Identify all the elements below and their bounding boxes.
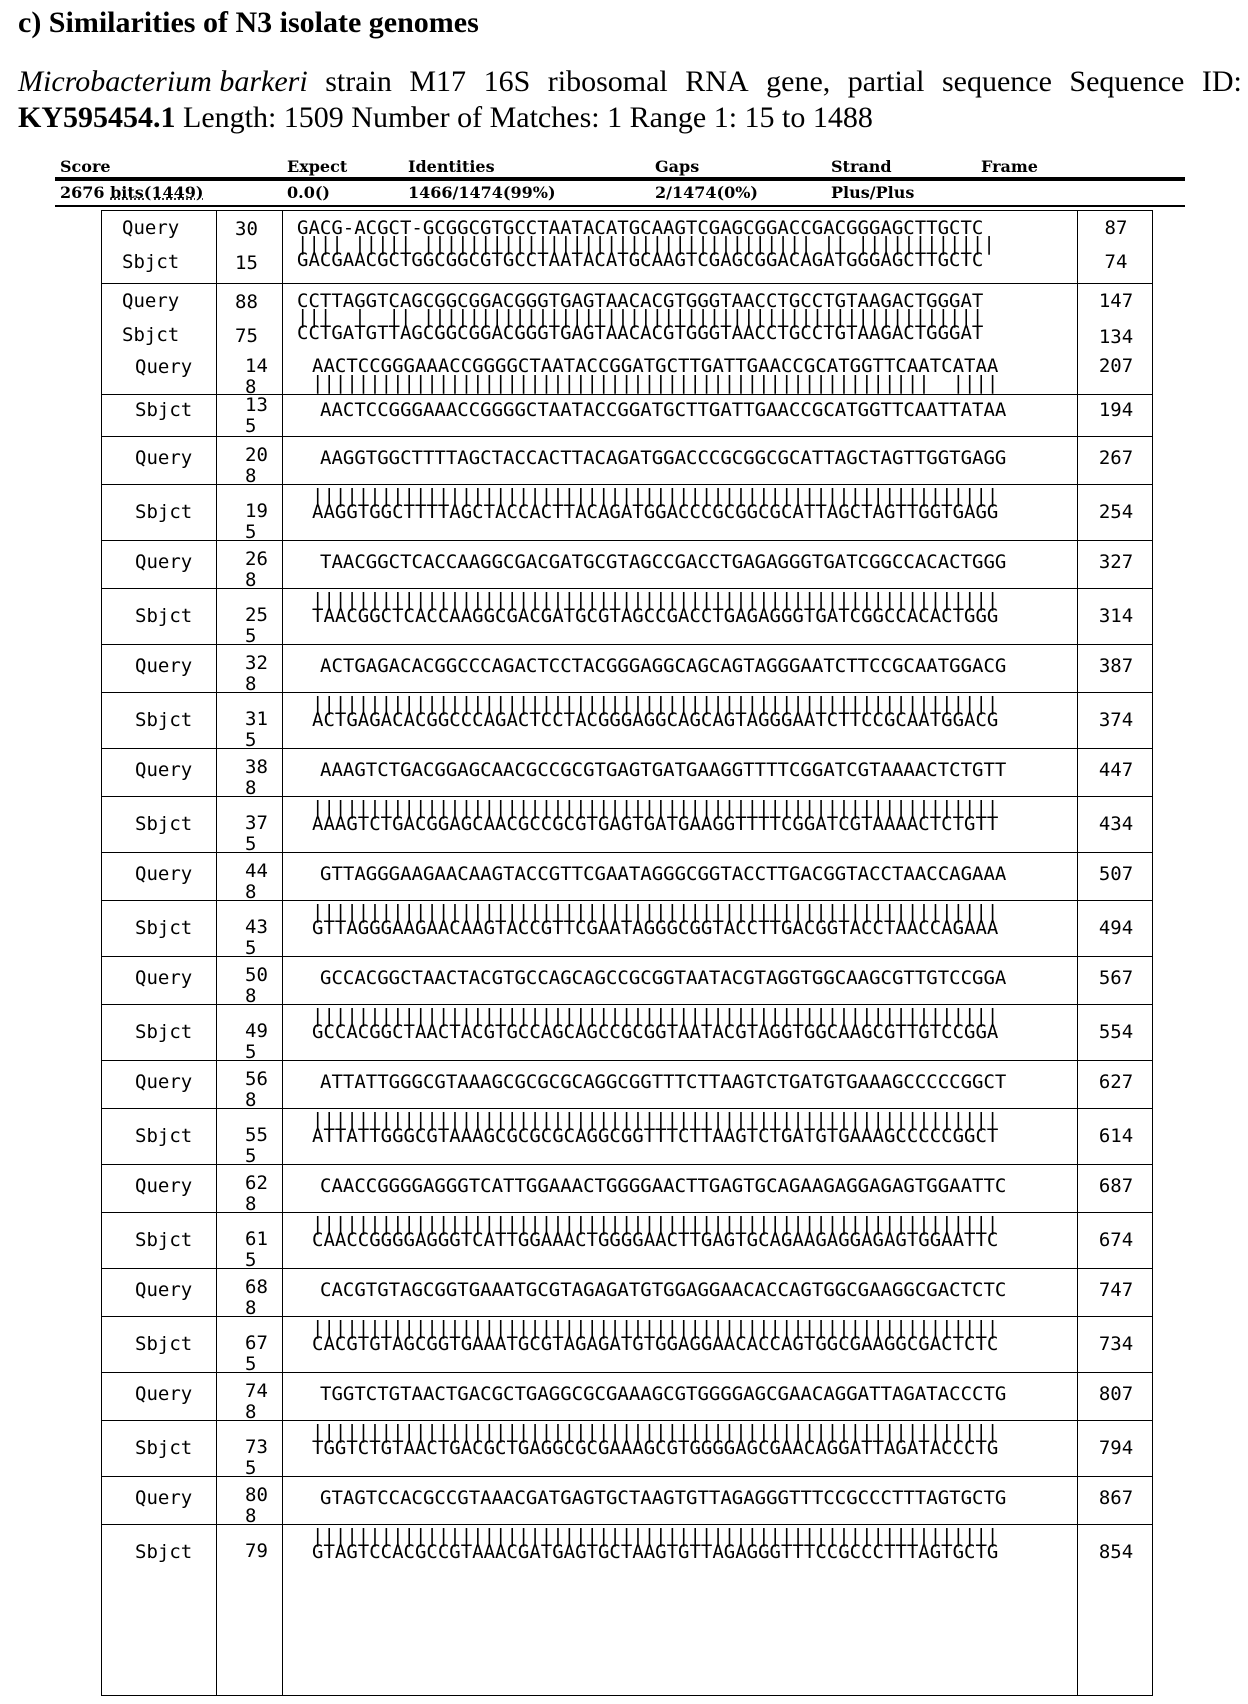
sbjct-end: 734 xyxy=(1098,1333,1134,1355)
query-start: 44 8 xyxy=(245,860,268,903)
query-end: 387 xyxy=(1098,655,1134,677)
query-row xyxy=(102,957,1152,1005)
sbjct-row xyxy=(102,1421,1152,1477)
sbjct-label: Sbjct xyxy=(135,1333,193,1355)
query-end: 327 xyxy=(1098,551,1134,573)
sbjct-row xyxy=(102,589,1152,645)
sbjct-start: 13 5 xyxy=(245,394,268,437)
desc-word: Sequence xyxy=(1069,65,1185,98)
query-end: 807 xyxy=(1098,1383,1134,1405)
query-row xyxy=(102,645,1152,693)
query-label: Query xyxy=(135,1175,193,1197)
sbjct-end: 134 xyxy=(1098,326,1134,348)
bits-value: bits(1449) xyxy=(110,183,204,202)
score-header: Score xyxy=(60,157,111,176)
query-sequence: CAACCGGGGAGGGTCATTGGAAACTGGGGAACTTGAGTGCAGAAGAGGAGAGTGGAATTC xyxy=(320,1175,1007,1197)
sbjct-row xyxy=(102,1109,1152,1165)
desc-word: gene, xyxy=(766,65,831,98)
query-row xyxy=(102,1269,1152,1317)
desc-word: strain xyxy=(325,65,392,98)
query-start: 14 8 xyxy=(245,355,268,398)
sbjct-label: Sbjct xyxy=(135,1229,193,1251)
query-row xyxy=(102,749,1152,797)
sbjct-end: 674 xyxy=(1098,1229,1134,1251)
match-line: ||| | || ||||||||||||||||||||||||||||||||||||||||||||||||| xyxy=(297,306,984,328)
sbjct-start: 31 5 xyxy=(245,708,268,751)
sbjct-label: Sbjct xyxy=(135,501,193,523)
sbjct-start: 37 5 xyxy=(245,812,268,855)
query-row xyxy=(102,1165,1152,1213)
query-label: Query xyxy=(135,967,193,989)
query-end: 507 xyxy=(1098,863,1134,885)
query-row xyxy=(102,853,1152,901)
query-start: 56 8 xyxy=(245,1068,268,1111)
sbjct-sequence: AACTCCGGGAAACCGGGGCTAATACCGGATGCTTGATTGAACCGCATGGTTCAATTATAA xyxy=(320,399,1007,421)
desc-word: RNA xyxy=(685,65,749,98)
desc-word: ID: xyxy=(1201,65,1242,98)
accession-number: KY595454.1 xyxy=(18,101,176,134)
query-label: Query xyxy=(135,1071,193,1093)
sbjct-row xyxy=(102,1005,1152,1061)
match-line: |||||||||||||||||||||||||||||||||||||||||||||||||||||||||||| xyxy=(312,1525,999,1547)
query-end: 87 xyxy=(1104,217,1128,239)
match-description xyxy=(18,64,1242,136)
query-start: 68 8 xyxy=(245,1276,268,1319)
sbjct-start: 55 5 xyxy=(245,1124,268,1167)
expect-value: 0.0() xyxy=(287,183,330,202)
match-line: |||||||||||||||||||||||||||||||||||||||||||||||||||||||||||| xyxy=(312,1109,999,1131)
match-line: |||||||||||||||||||||||||||||||||||||||||||||||||||||||||||| xyxy=(312,797,999,819)
strand-header: Strand xyxy=(831,157,892,176)
sbjct-start: 79 xyxy=(245,1540,268,1562)
sbjct-sequence: GTAGTCCACGCCGTAAACGATGAGTGCTAAGTGTTAGAGGGTTTCCGCCCTTTAGTGCTG xyxy=(312,1541,999,1563)
sbjct-label: Sbjct xyxy=(135,917,193,939)
frame-header: Frame xyxy=(981,157,1038,176)
query-start: 30 xyxy=(235,218,258,240)
query-sequence: ACTGAGACACGGCCCAGACTCCTACGGGAGGCAGCAGTAGGGAATCTTCCGCAATGGACG xyxy=(320,655,1007,677)
sbjct-row xyxy=(102,1525,1152,1581)
expect-header: Expect xyxy=(287,157,348,176)
sbjct-sequence: ATTATTGGGCGTAAAGCGCGCGCAGGCGGTTTCTTAAGTCTGATGTGAAAGCCCCCGGCT xyxy=(312,1125,999,1147)
query-label: Query xyxy=(135,759,193,781)
sbjct-end: 794 xyxy=(1098,1437,1134,1459)
query-start: 74 8 xyxy=(245,1380,268,1423)
sbjct-start: 25 5 xyxy=(245,604,268,647)
sbjct-start: 15 xyxy=(235,252,258,274)
query-sequence: GACG-ACGCT-GCGGCGTGCCTAATACATGCAAGTCGAGCGGACCGACGGGAGCTTGCTC xyxy=(297,217,984,239)
query-sequence: ATTATTGGGCGTAAAGCGCGCGCAGGCGGTTTCTTAAGTCTGATGTGAAAGCCCCCGGCT xyxy=(320,1071,1007,1093)
query-sequence: GCCACGGCTAACTACGTGCCAGCAGCCGCGGTAATACGTAGGTGGCAAGCGTTGTCCGGA xyxy=(320,967,1007,989)
strand-value: Plus/Plus xyxy=(831,183,915,202)
query-end: 747 xyxy=(1098,1279,1134,1301)
query-sequence: AAAGTCTGACGGAGCAACGCCGCGTGAGTGATGAAGGTTTTCGGATCGTAAAACTCTGTT xyxy=(320,759,1007,781)
sbjct-start: 43 5 xyxy=(245,916,268,959)
query-label: Query xyxy=(135,863,193,885)
sbjct-sequence: CCTGATGTTAGCGGCGGACGGGTGAGTAACACGTGGGTAACCTGCCTGTAAGACTGGGAT xyxy=(297,322,984,344)
header-rule xyxy=(55,177,1185,181)
sbjct-label: Sbjct xyxy=(135,1541,193,1563)
sbjct-label: Sbjct xyxy=(135,1437,193,1459)
sbjct-label: Sbjct xyxy=(135,605,193,627)
query-end: 267 xyxy=(1098,447,1134,469)
sbjct-sequence: GACGAACGCTGGCGGCGTGCCTAATACATGCAAGTCGAGCGGACAGATGGGAGCTTGCTC xyxy=(297,249,984,271)
sbjct-label: Sbjct xyxy=(135,709,193,731)
page-heading: c) Similarities of N3 isolate genomes xyxy=(18,6,479,39)
sbjct-row xyxy=(102,693,1152,749)
sbjct-row xyxy=(102,395,1152,437)
sbjct-row xyxy=(102,1213,1152,1269)
sbjct-start: 61 5 xyxy=(245,1228,268,1271)
query-row xyxy=(102,1373,1152,1421)
query-start: 80 8 xyxy=(245,1484,268,1527)
query-label: Query xyxy=(135,1487,193,1509)
query-end: 627 xyxy=(1098,1071,1134,1093)
query-row xyxy=(102,1477,1152,1525)
desc-word: sequence xyxy=(941,65,1052,98)
query-sequence: TAACGGCTCACCAAGGCGACGATGCGTAGCCGACCTGAGAGGGTGATCGGCCACACTGGG xyxy=(320,551,1007,573)
sbjct-end: 374 xyxy=(1098,709,1134,731)
query-start: 38 8 xyxy=(245,756,268,799)
query-sequence: CACGTGTAGCGGTGAAATGCGTAGAGATGTGGAGGAACACCAGTGGCGAAGGCGACTCTC xyxy=(320,1279,1007,1301)
query-sequence: CCTTAGGTCAGCGGCGGACGGGTGAGTAACACGTGGGTAACCTGCCTGTAAGACTGGGAT xyxy=(297,290,984,312)
sbjct-end: 494 xyxy=(1098,917,1134,939)
query-start: 88 xyxy=(235,291,258,313)
sbjct-sequence: ACTGAGACACGGCCCAGACTCCTACGGGAGGCAGCAGTAGGGAATCTTCCGCAATGGACG xyxy=(312,709,999,731)
gaps-header: Gaps xyxy=(655,157,700,176)
desc-word: 16S xyxy=(483,65,531,98)
match-stats: Length: 1509 Number of Matches: 1 Range 1: 15 to 1488 xyxy=(183,101,873,134)
match-line: |||||||||||||||||||||||||||||||||||||||||||||||||||||||||||| xyxy=(312,1317,999,1339)
sbjct-end: 854 xyxy=(1098,1541,1134,1563)
sbjct-end: 614 xyxy=(1098,1125,1134,1147)
sbjct-end: 254 xyxy=(1098,501,1134,523)
sbjct-start: 73 5 xyxy=(245,1436,268,1479)
sbjct-end: 434 xyxy=(1098,813,1134,835)
query-row xyxy=(102,541,1152,589)
sbjct-row xyxy=(102,901,1152,957)
query-end: 687 xyxy=(1098,1175,1134,1197)
score-summary-table xyxy=(55,157,1185,209)
sbjct-label: Sbjct xyxy=(135,813,193,835)
sbjct-end: 554 xyxy=(1098,1021,1134,1043)
query-end: 147 xyxy=(1098,290,1134,312)
query-sequence: GTTAGGGAAGAACAAGTACCGTTCGAATAGGGCGGTACCTTGACGGTACCTAACCAGAAA xyxy=(320,863,1007,885)
query-label: Query xyxy=(135,551,193,573)
match-line: |||||||||||||||||||||||||||||||||||||||||||||||||||||||||||| xyxy=(312,1421,999,1443)
desc-word: ribosomal xyxy=(547,65,668,98)
query-start: 26 8 xyxy=(245,548,268,591)
match-line: |||||||||||||||||||||||||||||||||||||||||||||||||||||||||||| xyxy=(312,589,999,611)
sbjct-label: Sbjct xyxy=(135,1021,193,1043)
description-line-2 xyxy=(18,100,1242,136)
query-end: 447 xyxy=(1098,759,1134,781)
query-label: Query xyxy=(135,655,193,677)
sbjct-sequence: AAGGTGGCTTTTAGCTACCACTTACAGATGGACCCGCGGCGCATTAGCTAGTTGGTGAGG xyxy=(312,501,999,523)
query-sequence: TGGTCTGTAACTGACGCTGAGGCGCGAAAGCGTGGGGAGCGAACAGGATTAGATACCCTG xyxy=(320,1383,1007,1405)
identities-header: Identities xyxy=(408,157,495,176)
sbjct-sequence: AAAGTCTGACGGAGCAACGCCGCGTGAGTGATGAAGGTTTTCGGATCGTAAAACTCTGTT xyxy=(312,813,999,835)
sbjct-label: Sbjct xyxy=(135,1125,193,1147)
alignment-block xyxy=(102,211,1152,284)
sbjct-start: 67 5 xyxy=(245,1332,268,1375)
alignment-block xyxy=(102,284,1152,352)
query-label: Query xyxy=(135,447,193,469)
match-line: |||||||||||||||||||||||||||||||||||||||||||||||||||||||||||| xyxy=(312,1213,999,1235)
desc-word: M17 xyxy=(409,65,467,98)
query-label: Query xyxy=(135,1279,193,1301)
query-label: Query xyxy=(135,356,193,378)
sbjct-label: Sbjct xyxy=(122,251,180,273)
sbjct-end: 74 xyxy=(1104,251,1128,273)
sbjct-label: Sbjct xyxy=(122,324,180,346)
query-row xyxy=(102,352,1152,398)
match-line: |||| ||||| |||||||||||||||||||||||||||||||||| || |||||||||||| xyxy=(297,233,995,255)
sbjct-start: 75 xyxy=(235,325,258,347)
sbjct-sequence: CAACCGGGGAGGGTCATTGGAAACTGGGGAACTTGAGTGCAGAAGAGGAGAGTGGAATTC xyxy=(312,1229,999,1251)
match-line: |||||||||||||||||||||||||||||||||||||||||||||||||||||| |||| xyxy=(312,372,999,394)
match-line: |||||||||||||||||||||||||||||||||||||||||||||||||||||||||||| xyxy=(312,485,999,507)
query-start: 62 8 xyxy=(245,1172,268,1215)
query-start: 20 8 xyxy=(245,444,268,487)
query-label: Query xyxy=(122,290,180,312)
query-row xyxy=(102,1061,1152,1109)
sbjct-row xyxy=(102,485,1152,541)
sbjct-sequence: TAACGGCTCACCAAGGCGACGATGCGTAGCCGACCTGAGAGGGTGATCGGCCACACTGGG xyxy=(312,605,999,627)
query-start: 32 8 xyxy=(245,652,268,695)
query-end: 567 xyxy=(1098,967,1134,989)
sbjct-row xyxy=(102,1317,1152,1373)
description-line-1 xyxy=(18,64,1242,100)
gaps-value: 2/1474(0%) xyxy=(655,183,758,202)
query-start: 50 8 xyxy=(245,964,268,1007)
sbjct-end: 194 xyxy=(1098,399,1134,421)
query-end: 867 xyxy=(1098,1487,1134,1509)
query-sequence: AAGGTGGCTTTTAGCTACCACTTACAGATGGACCCGCGGCGCATTAGCTAGTTGGTGAGG xyxy=(320,447,1007,469)
alignment-table xyxy=(101,210,1153,1696)
values-rule xyxy=(55,205,1185,207)
sbjct-sequence: TGGTCTGTAACTGACGCTGAGGCGCGAAAGCGTGGGGAGCGAACAGGATTAGATACCCTG xyxy=(312,1437,999,1459)
query-label: Query xyxy=(122,217,180,239)
match-line: |||||||||||||||||||||||||||||||||||||||||||||||||||||||||||| xyxy=(312,901,999,923)
query-row xyxy=(102,437,1152,485)
query-label: Query xyxy=(135,1383,193,1405)
query-sequence: GTAGTCCACGCCGTAAACGATGAGTGCTAAGTGTTAGAGGGTTTCCGCCCTTTAGTGCTG xyxy=(320,1487,1007,1509)
sbjct-end: 314 xyxy=(1098,605,1134,627)
sbjct-sequence: GCCACGGCTAACTACGTGCCAGCAGCCGCGGTAATACGTAGGTGGCAAGCGTTGTCCGGA xyxy=(312,1021,999,1043)
sbjct-start: 19 5 xyxy=(245,500,268,543)
score-value: 2676 bits(1449) xyxy=(60,183,204,202)
sbjct-sequence: CACGTGTAGCGGTGAAATGCGTAGAGATGTGGAGGAACACCAGTGGCGAAGGCGACTCTC xyxy=(312,1333,999,1355)
match-line: |||||||||||||||||||||||||||||||||||||||||||||||||||||||||||| xyxy=(312,1005,999,1027)
sbjct-row xyxy=(102,797,1152,853)
species-name: Microbacterium barkeri xyxy=(18,65,308,98)
sbjct-sequence: GTTAGGGAAGAACAAGTACCGTTCGAATAGGGCGGTACCTTGACGGTACCTAACCAGAAA xyxy=(312,917,999,939)
identities-value: 1466/1474(99%) xyxy=(408,183,556,202)
query-sequence: AACTCCGGGAAACCGGGGCTAATACCGGATGCTTGATTGAACCGCATGGTTCAATCATAA xyxy=(312,355,999,377)
sbjct-label: Sbjct xyxy=(135,399,193,421)
query-end: 207 xyxy=(1098,355,1134,377)
sbjct-start: 49 5 xyxy=(245,1020,268,1063)
match-line: |||||||||||||||||||||||||||||||||||||||||||||||||||||||||||| xyxy=(312,693,999,715)
desc-word: partial xyxy=(847,65,925,98)
